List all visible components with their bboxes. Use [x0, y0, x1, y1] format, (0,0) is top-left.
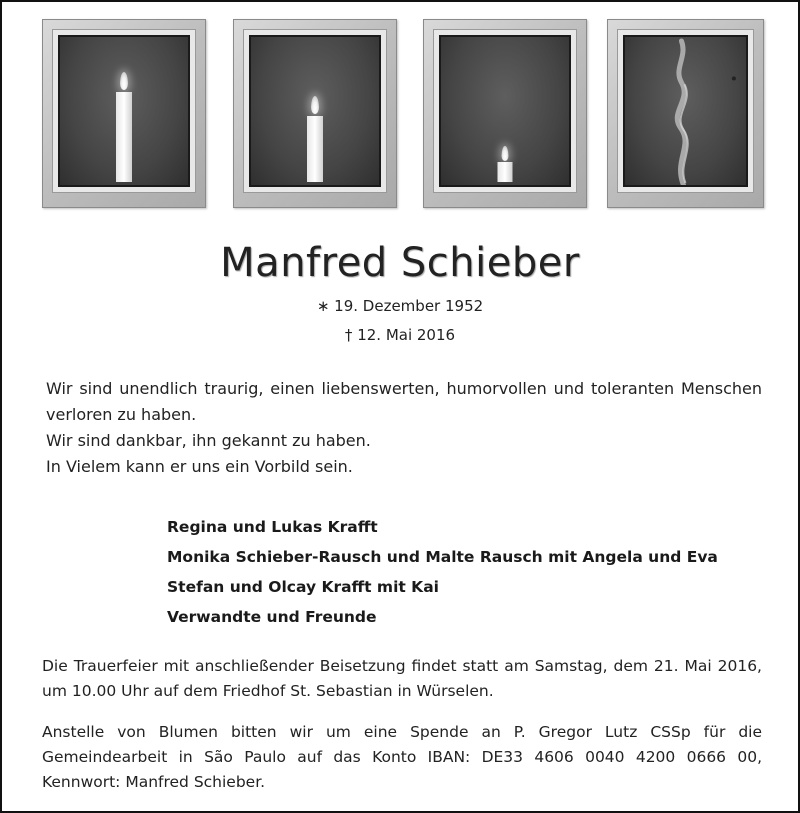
family-line: Monika Schieber-Rausch und Malte Rausch mit Angela und Eva [167, 548, 718, 566]
family-line: Verwandte und Freunde [167, 608, 377, 626]
ceremony-info [42, 654, 762, 704]
deceased-name: Manfred Schieber [220, 240, 580, 286]
frame-tall-candle [42, 19, 206, 208]
smoke-icon [625, 37, 746, 185]
message-line: Wir sind dankbar, ihn gekannt zu haben. [46, 431, 371, 450]
death-date: † 12. Mai 2016 [344, 326, 456, 344]
mourning-message [46, 376, 762, 480]
donation-text: Anstelle von Blumen bitten wir um eine Spende an P. Gregor Lutz CSSp für die Gemeindearbeit in São Paulo auf das Konto IBAN: DE33 4606 0040 4200 0666 00, Kennwort: Manfred Schieber. [42, 723, 762, 791]
family-line: Stefan und Olcay Krafft mit Kai [167, 578, 439, 596]
message-line: Wir sind unendlich traurig, einen liebenswerten, humorvollen und toleranten Menschen verloren zu haben. [46, 379, 762, 424]
family-line: Regina und Lukas Krafft [167, 518, 378, 536]
frame-short-candle [423, 19, 587, 208]
donation-info [42, 720, 762, 795]
frame-medium-candle [233, 19, 397, 208]
ceremony-text: Die Trauerfeier mit anschließender Beisetzung findet statt am Samstag, dem 21. Mai 2016, um 10.00 Uhr auf dem Friedhof St. Sebastian in Würselen. [42, 657, 762, 700]
message-line: In Vielem kann er uns ein Vorbild sein. [46, 457, 353, 476]
candle-frames [42, 19, 764, 209]
birth-date: ∗ 19. Dezember 1952 [316, 297, 484, 315]
family-signatures [167, 512, 718, 632]
frame-smoke [607, 19, 764, 208]
